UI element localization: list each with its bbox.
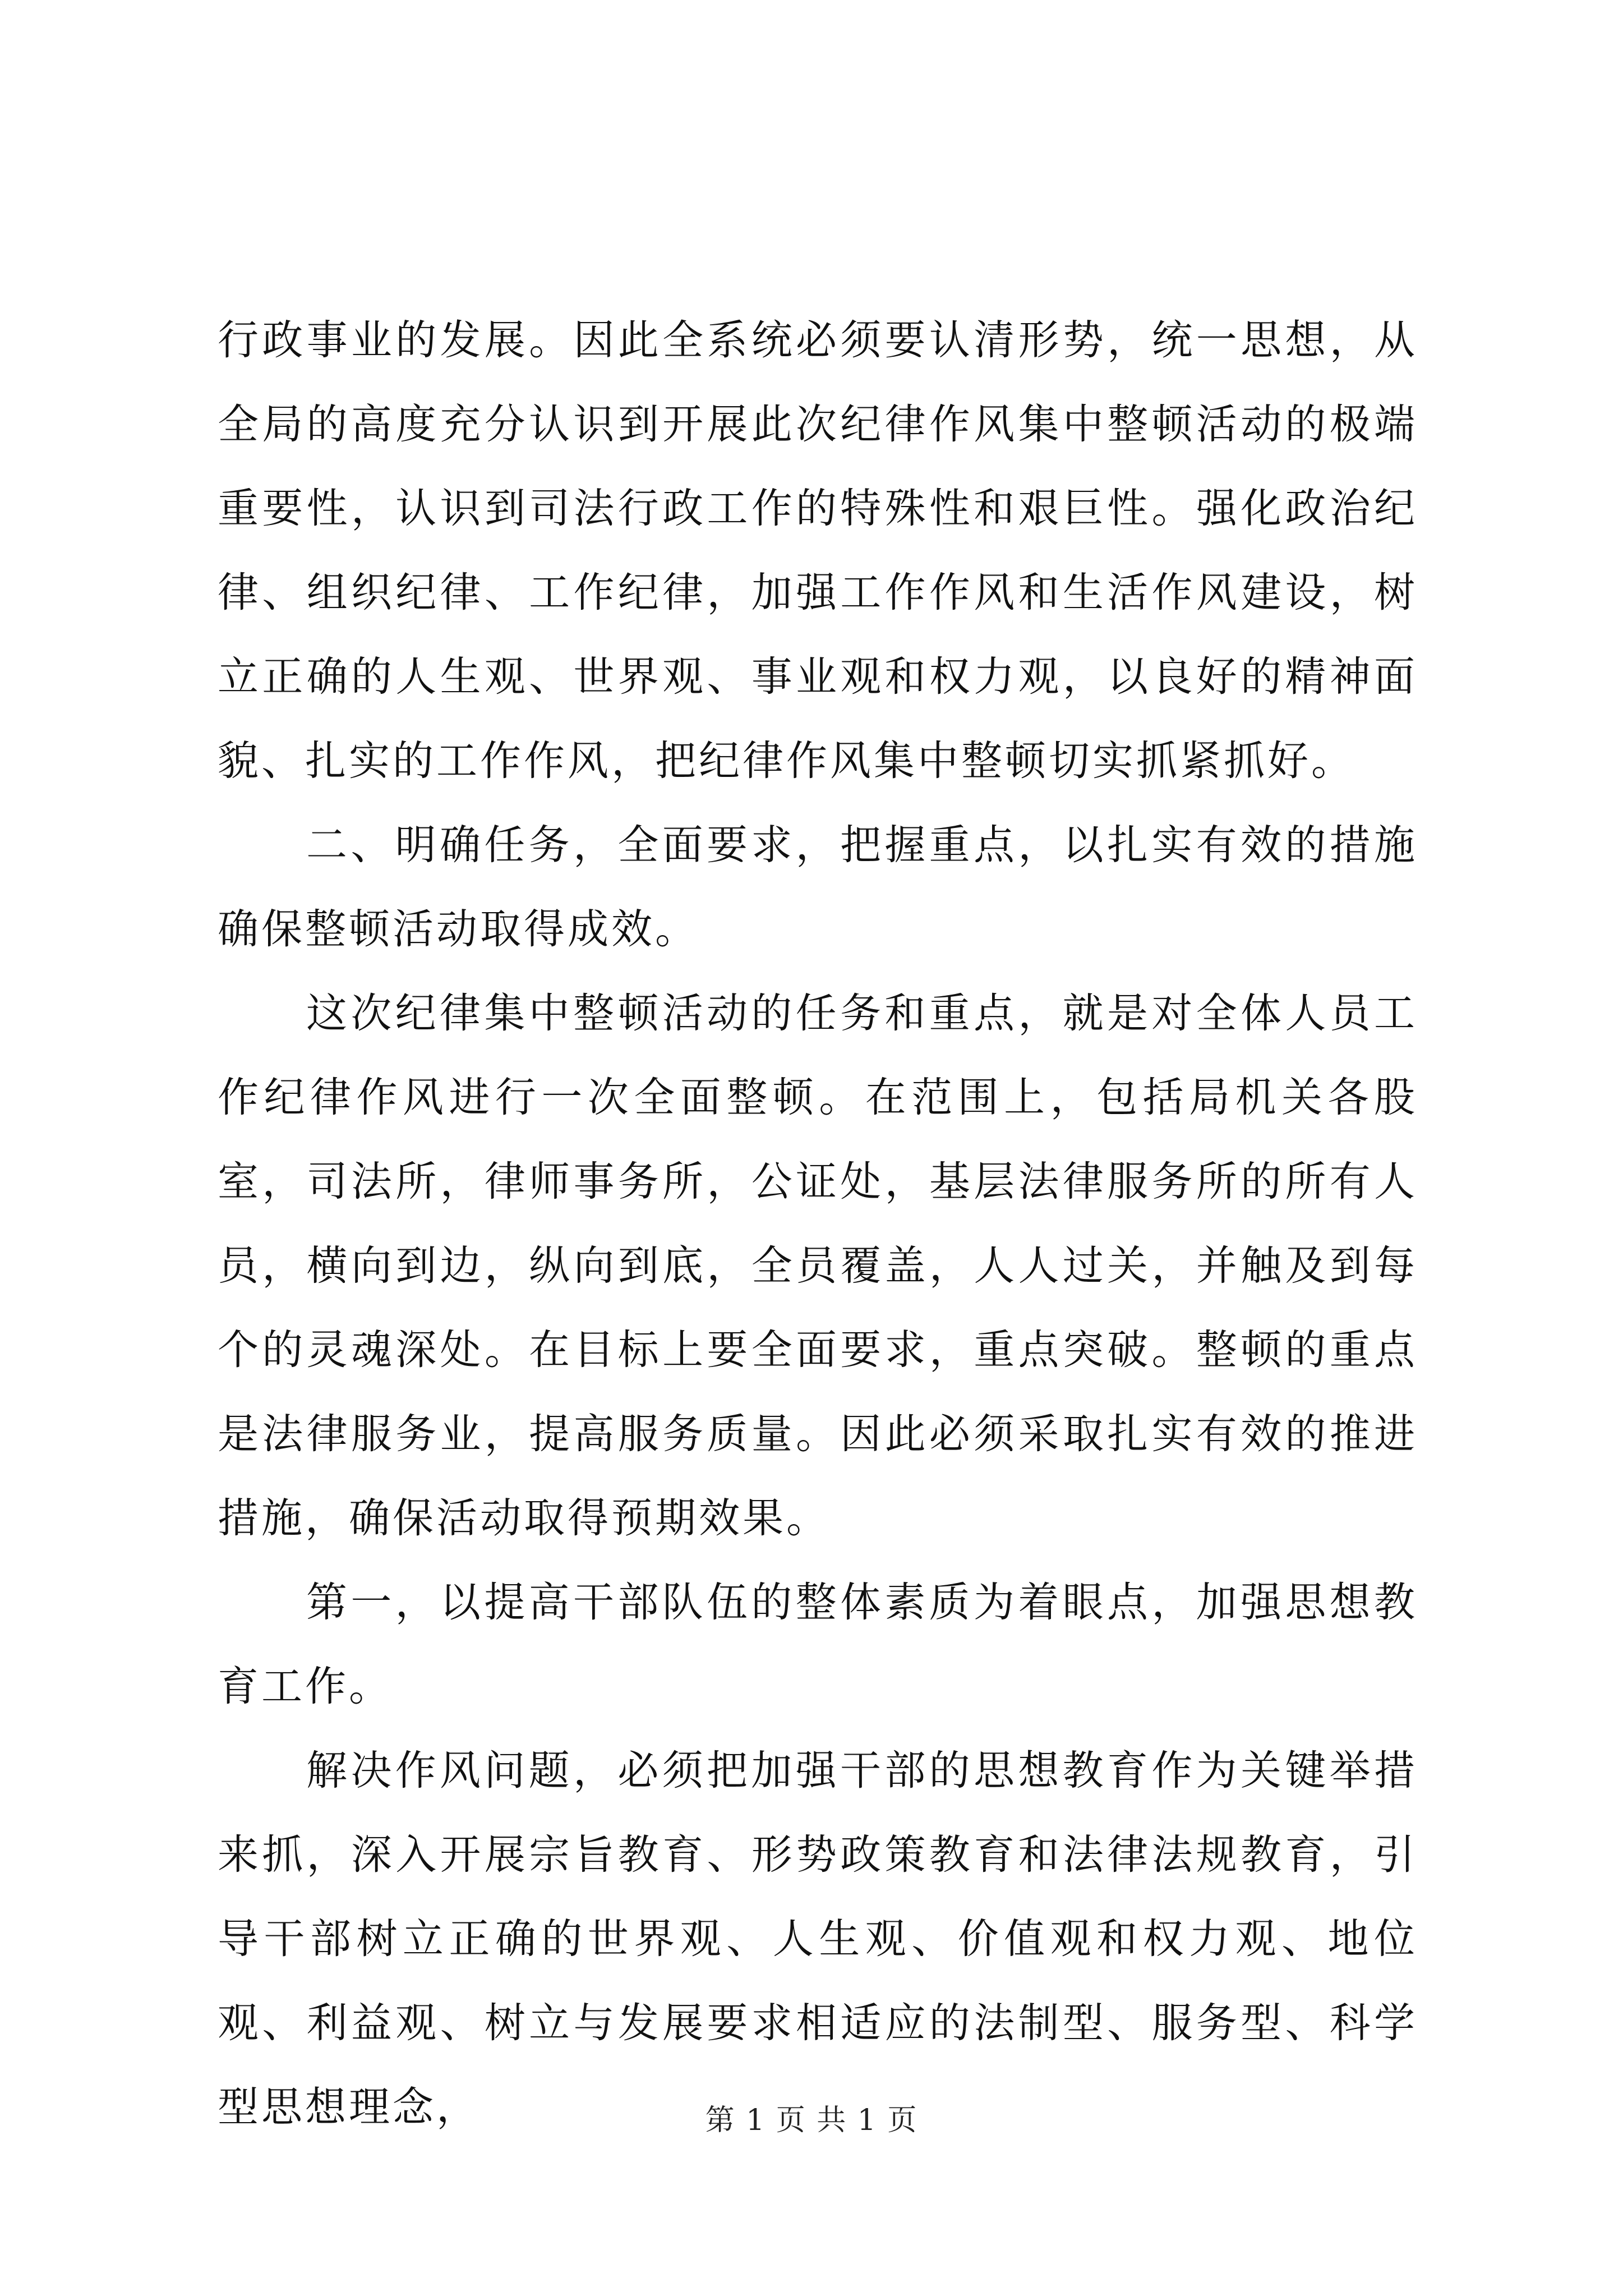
- paragraph-education: 解决作风问题，必须把加强干部的思想教育作为关键举措来抓，深入开展宗旨教育、形势政策教育和法律法规教育，引导干部树立正确的世界观、人生观、价值观和权力观、地位观、利益观、树立与发展要求相适应的法制型、服务型、科学型思想理念，: [218, 1747, 1418, 2131]
- paragraph-section-two-heading: 二、明确任务，全面要求，把握重点，以扎实有效的措施确保整顿活动取得成效。: [218, 821, 1418, 953]
- paragraph-task-scope: 这次纪律集中整顿活动的任务和重点，就是对全体人员工作纪律作风进行一次全面整顿。在范围上，包括局机关各股室，司法所，律师事务所，公证处，基层法律服务所的所有人员，横向到边，纵向到底，全员覆盖，人人过关，并触及到每个的灵魂深处。在目标上要全面要求，重点突破。整顿的重点是法律服务业，提高服务质量。因此必须采取扎实有效的推进措施，确保活动取得预期效果。: [218, 990, 1418, 1542]
- page-footer: 第 1 页 共 1 页: [705, 2104, 918, 2137]
- paragraph-continued: 行政事业的发展。因此全系统必须要认清形势，统一思想，从全局的高度充分认识到开展此次纪律作风集中整顿活动的极端重要性，认识到司法行政工作的特殊性和艰巨性。强化政治纪律、组织纪律、工作纪律，加强工作作风和生活作风建设，树立正确的人生观、世界观、事业观和权力观，以良好的精神面貌、扎实的工作作风，把纪律作风集中整顿切实抓紧抓好。: [218, 316, 1418, 785]
- document-body: [218, 298, 1418, 2150]
- paragraph-first-point: 第一，以提高干部队伍的整体素质为着眼点，加强思想教育工作。: [218, 1579, 1418, 1710]
